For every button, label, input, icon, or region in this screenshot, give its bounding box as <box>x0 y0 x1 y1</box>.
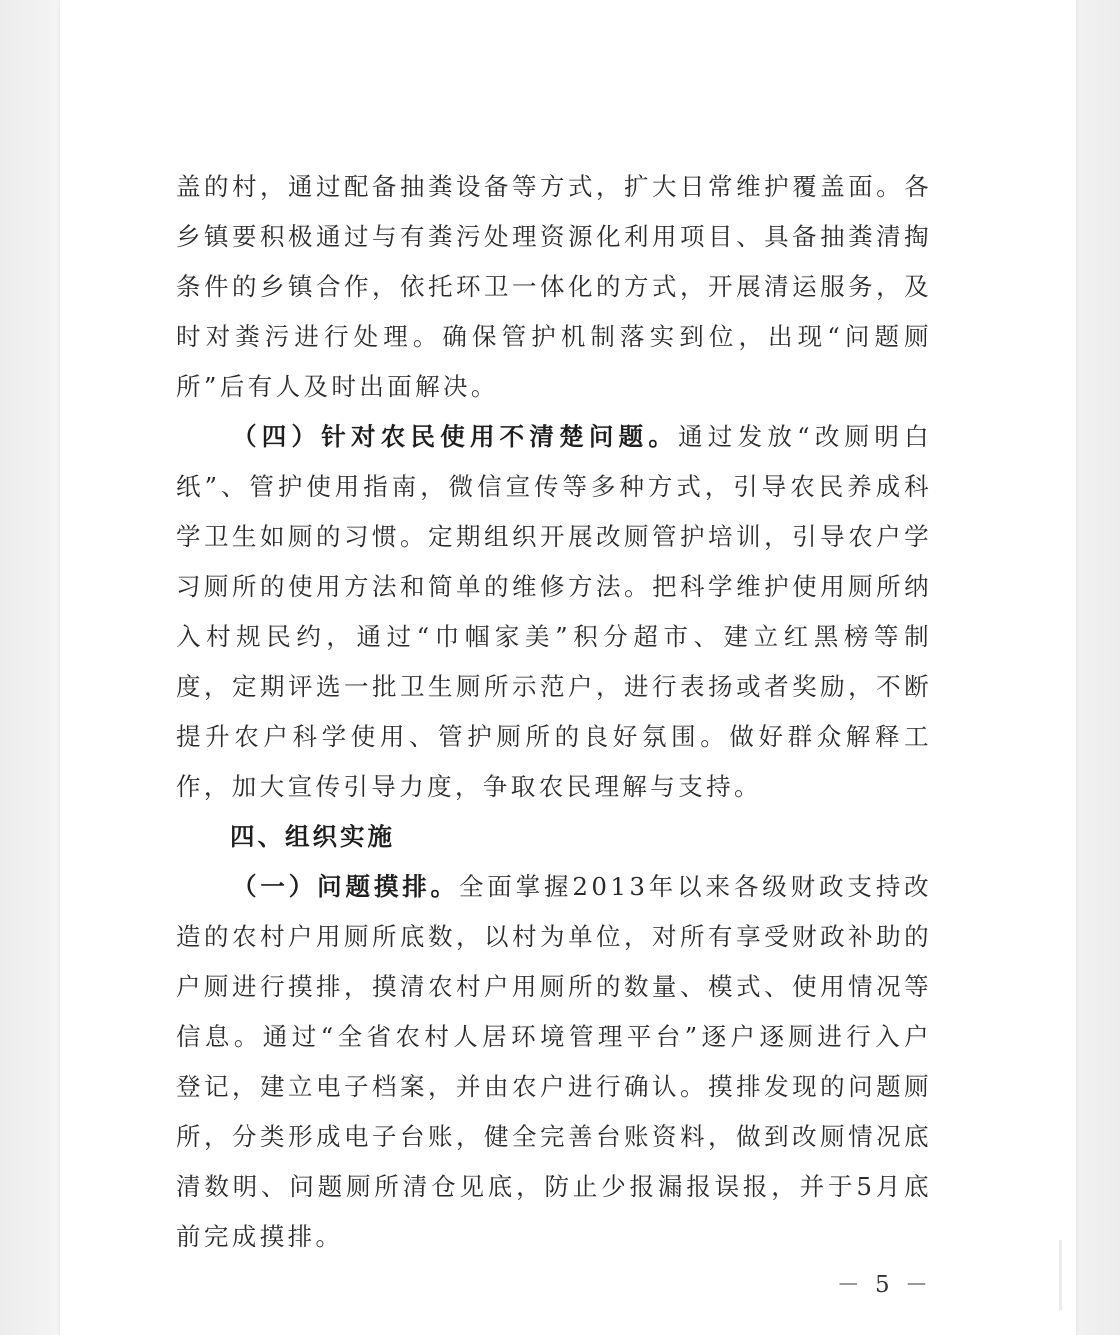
paragraph-continued <box>176 162 932 412</box>
paragraph-item-1 <box>176 862 932 1262</box>
paragraph-item-4 <box>176 412 932 812</box>
document-page <box>60 0 1076 1335</box>
document-body <box>176 162 932 1262</box>
paragraph-text: 通过发放“改厕明白纸”、管护使用指南，微信宣传等多种方式，引导农民养成科学卫生如厕的习惯。定期组织开展改厕管护培训，引导农户学习厕所的使用方法和简单的维修方法。把科学维护使用厕所纳入村规民约，通过“巾帼家美”积分超市、建立红黑榜等制度，定期评选一批卫生厕所示范户，进行表扬或者奖励，不断提升农户科学使用、管护厕所的良好氛围。做好群众解释工作，加大宣传引导力度，争取农民理解与支持。 <box>176 422 933 801</box>
paragraph-text: 全面掌握2013年以来各级财政支持改造的农村户用厕所底数，以村为单位，对所有享受财政补助的户厕进行摸排，摸清农村户用厕所的数量、模式、使用情况等信息。通过“全省农村人居环境管理平台”逐户逐厕进行入户登记，建立电子档案，并由农户进行确认。摸排发现的问题厕所，分类形成电子台账，健全完善台账资料，做到改厕情况底清数明、问题厕所清仓见底，防止少报漏报误报，并于5月底前完成摸排。 <box>176 872 932 1251</box>
page-number: － 5 － <box>836 1272 932 1298</box>
paragraph-lead: （四）针对农民使用不清楚问题。 <box>232 422 679 451</box>
section-heading: 四、组织实施 <box>230 822 395 851</box>
paragraph-lead: （一）问题摸排。 <box>232 872 459 901</box>
paragraph-text: 盖的村，通过配备抽粪设备等方式，扩大日常维护覆盖面。各乡镇要积极通过与有粪污处理资源化利用项目、具备抽粪清掏条件的乡镇合作，依托环卫一体化的方式，开展清运服务，及时对粪污进行处理。确保管护机制落实到位，出现“问题厕所”后有人及时出面解决。 <box>176 172 932 401</box>
